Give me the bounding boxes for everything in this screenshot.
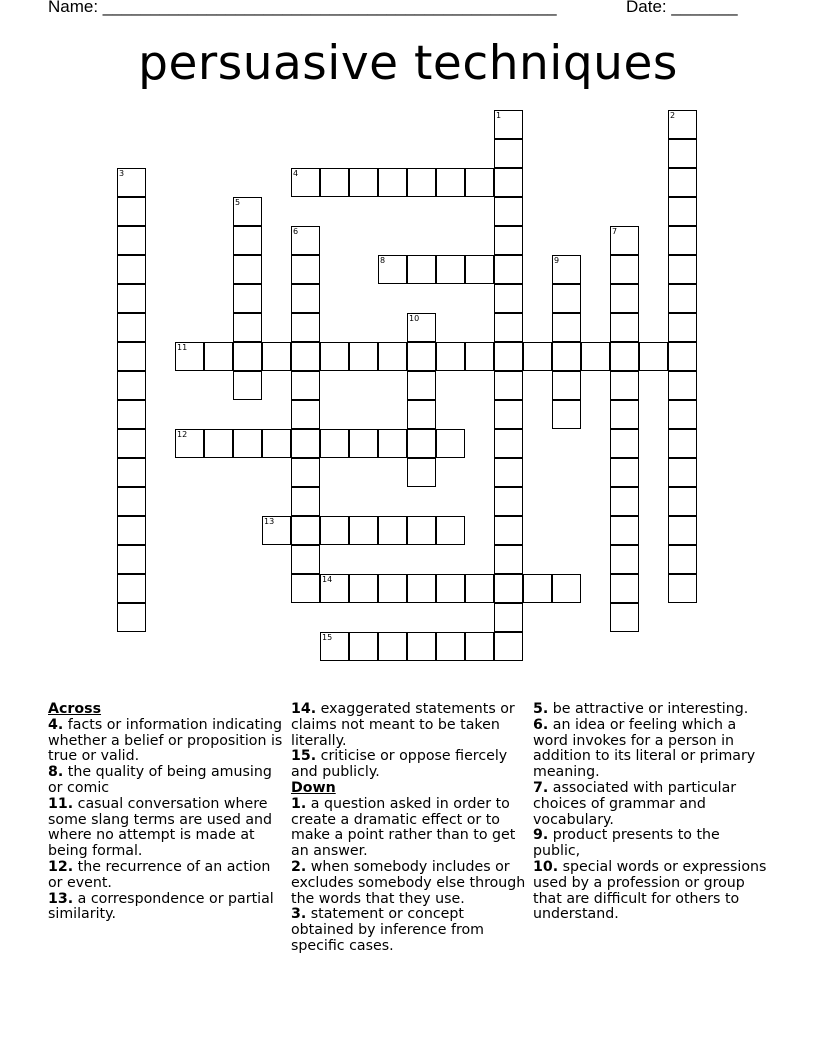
grid-cell[interactable] (320, 516, 349, 545)
grid-cell[interactable] (291, 342, 320, 371)
grid-cell[interactable] (407, 574, 436, 603)
grid-cell[interactable] (494, 371, 523, 400)
clue-down-6: 6. an idea or feeling which a word invokes for a person in addition to its literal or primary meaning. (533, 716, 756, 781)
grid-cell[interactable] (610, 545, 639, 574)
grid-cell[interactable] (610, 429, 639, 458)
grid-cell[interactable] (291, 487, 320, 516)
clues-column-2 (291, 702, 527, 955)
clue-down-5: 5. be attractive or interesting. (533, 701, 749, 717)
clue-number: 14 (322, 575, 333, 584)
grid-cell[interactable] (117, 371, 146, 400)
clue-number: 11 (177, 343, 188, 352)
grid-cell[interactable] (117, 458, 146, 487)
down-heading: Down (291, 779, 336, 796)
grid-cell[interactable] (233, 197, 262, 226)
grid-cell[interactable] (175, 429, 204, 458)
clue-across-13: 13. a correspondence or partial similarity. (48, 890, 274, 923)
grid-cell[interactable] (610, 313, 639, 342)
grid-cell[interactable] (117, 400, 146, 429)
grid-cell[interactable] (552, 400, 581, 429)
grid-cell[interactable] (552, 371, 581, 400)
clue-number: 9 (554, 256, 560, 265)
grid-cell[interactable] (233, 371, 262, 400)
grid-cell[interactable] (552, 284, 581, 313)
grid-cell[interactable] (233, 429, 262, 458)
grid-cell[interactable] (668, 284, 697, 313)
grid-cell[interactable] (668, 487, 697, 516)
grid-cell[interactable] (233, 255, 262, 284)
grid-cell[interactable] (117, 429, 146, 458)
grid-cell[interactable] (291, 284, 320, 313)
grid-cell[interactable] (668, 516, 697, 545)
grid-cell[interactable] (407, 632, 436, 661)
grid-cell[interactable] (610, 603, 639, 632)
clue-down-9: 9. product presents to the public, (533, 827, 720, 860)
grid-cell[interactable] (610, 255, 639, 284)
clue-across-15: 15. criticise or oppose fiercely and publicly. (291, 748, 508, 781)
grid-cell[interactable] (117, 487, 146, 516)
clue-number: 1 (496, 111, 502, 120)
grid-cell[interactable] (407, 255, 436, 284)
grid-cell[interactable] (262, 342, 291, 371)
grid-cell[interactable] (349, 516, 378, 545)
grid-cell[interactable] (233, 342, 262, 371)
grid-cell[interactable] (465, 342, 494, 371)
grid-cell[interactable] (465, 168, 494, 197)
clues-column-1 (48, 702, 284, 923)
clue-across-12: 12. the recurrence of an action or event. (48, 858, 271, 891)
grid-cell[interactable] (552, 574, 581, 603)
puzzle-title: persuasive techniques (138, 36, 678, 91)
grid-cell[interactable] (465, 255, 494, 284)
clue-number: 6 (293, 227, 299, 236)
grid-cell[interactable] (291, 313, 320, 342)
grid-cell[interactable] (610, 371, 639, 400)
name-field: Name: ________________________________________________ (48, 0, 557, 16)
grid-cell[interactable] (523, 574, 552, 603)
grid-cell[interactable] (610, 516, 639, 545)
grid-cell[interactable] (494, 110, 523, 139)
grid-cell[interactable] (436, 342, 465, 371)
grid-cell[interactable] (552, 313, 581, 342)
grid-cell[interactable] (378, 516, 407, 545)
grid-cell[interactable] (378, 574, 407, 603)
grid-cell[interactable] (291, 458, 320, 487)
grid-cell[interactable] (494, 255, 523, 284)
grid-cell[interactable] (494, 226, 523, 255)
grid-cell[interactable] (494, 429, 523, 458)
grid-cell[interactable] (407, 516, 436, 545)
grid-cell[interactable] (494, 139, 523, 168)
grid-cell[interactable] (494, 516, 523, 545)
grid-cell[interactable] (668, 429, 697, 458)
grid-cell[interactable] (610, 342, 639, 371)
clue-number: 7 (612, 227, 618, 236)
grid-cell[interactable] (117, 574, 146, 603)
clue-number: 4 (293, 169, 299, 178)
grid-cell[interactable] (494, 574, 523, 603)
grid-cell[interactable] (668, 197, 697, 226)
grid-cell[interactable] (117, 516, 146, 545)
grid-cell[interactable] (494, 545, 523, 574)
grid-cell[interactable] (494, 458, 523, 487)
grid-cell[interactable] (436, 516, 465, 545)
grid-cell[interactable] (668, 545, 697, 574)
grid-cell[interactable] (320, 574, 349, 603)
grid-cell[interactable] (407, 429, 436, 458)
grid-cell[interactable] (117, 603, 146, 632)
clue-down-1: 1. a question asked in order to create a dramatic effect or to make a point rather than to get an answer. (291, 795, 516, 860)
grid-cell[interactable] (262, 429, 291, 458)
grid-cell[interactable] (291, 371, 320, 400)
grid-cell[interactable] (436, 168, 465, 197)
grid-cell[interactable] (436, 429, 465, 458)
grid-cell[interactable] (117, 255, 146, 284)
grid-cell[interactable] (175, 342, 204, 371)
grid-cell[interactable] (610, 487, 639, 516)
grid-cell[interactable] (407, 458, 436, 487)
grid-cell[interactable] (668, 574, 697, 603)
grid-cell[interactable] (117, 197, 146, 226)
clue-number: 15 (322, 633, 333, 642)
grid-cell[interactable] (610, 226, 639, 255)
grid-cell[interactable] (349, 168, 378, 197)
date-field: Date: _______ (626, 0, 738, 16)
grid-cell[interactable] (378, 168, 407, 197)
grid-cell[interactable] (320, 342, 349, 371)
grid-cell[interactable] (320, 168, 349, 197)
grid-cell[interactable] (494, 342, 523, 371)
grid-cell[interactable] (581, 342, 610, 371)
grid-cell[interactable] (233, 284, 262, 313)
grid-cell[interactable] (407, 313, 436, 342)
grid-cell[interactable] (436, 574, 465, 603)
clue-down-10: 10. special words or expressions used by a profession or group that are difficult for others to understand. (533, 858, 767, 923)
grid-cell[interactable] (349, 574, 378, 603)
grid-cell[interactable] (668, 110, 697, 139)
grid-cell[interactable] (610, 458, 639, 487)
grid-cell[interactable] (291, 168, 320, 197)
clue-number: 8 (380, 256, 386, 265)
grid-cell[interactable] (668, 255, 697, 284)
grid-cell[interactable] (668, 168, 697, 197)
grid-cell[interactable] (291, 516, 320, 545)
grid-cell[interactable] (494, 284, 523, 313)
clue-down-3: 3. statement or concept obtained by inference from specific cases. (291, 906, 484, 954)
grid-cell[interactable] (320, 429, 349, 458)
grid-cell[interactable] (117, 226, 146, 255)
grid-cell[interactable] (117, 284, 146, 313)
grid-cell[interactable] (349, 429, 378, 458)
grid-cell[interactable] (117, 545, 146, 574)
grid-cell[interactable] (117, 342, 146, 371)
clue-across-11: 11. casual conversation where some slang terms are used and where no attempt is made at being formal. (48, 795, 273, 860)
grid-cell[interactable] (668, 458, 697, 487)
clue-number: 2 (670, 111, 676, 120)
grid-cell[interactable] (436, 255, 465, 284)
grid-cell[interactable] (494, 168, 523, 197)
grid-cell[interactable] (291, 574, 320, 603)
grid-cell[interactable] (291, 255, 320, 284)
clue-across-4: 4. facts or information indicating whether a belief or proposition is true or valid. (48, 716, 283, 765)
grid-cell[interactable] (668, 400, 697, 429)
grid-cell[interactable] (494, 603, 523, 632)
clues-column-3 (533, 702, 769, 923)
grid-cell[interactable] (407, 168, 436, 197)
grid-cell[interactable] (668, 313, 697, 342)
grid-cell[interactable] (407, 371, 436, 400)
grid-cell[interactable] (117, 313, 146, 342)
grid-cell[interactable] (668, 342, 697, 371)
grid-cell[interactable] (552, 342, 581, 371)
grid-cell[interactable] (639, 342, 668, 371)
grid-cell[interactable] (233, 226, 262, 255)
grid-cell[interactable] (291, 226, 320, 255)
grid-cell[interactable] (204, 342, 233, 371)
grid-cell[interactable] (378, 342, 407, 371)
clue-across-14: 14. exaggerated statements or claims not meant to be taken literally. (291, 701, 515, 749)
grid-cell[interactable] (465, 632, 494, 661)
across-heading: Across (48, 701, 102, 717)
grid-cell[interactable] (349, 632, 378, 661)
grid-cell[interactable] (494, 400, 523, 429)
clue-number: 12 (177, 430, 188, 439)
clue-down-7: 7. associated with particular choices of grammar and vocabulary. (533, 779, 737, 828)
grid-cell[interactable] (494, 313, 523, 342)
clue-number: 10 (409, 314, 420, 323)
clue-number: 13 (264, 517, 275, 526)
grid-cell[interactable] (668, 226, 697, 255)
grid-cell[interactable] (610, 284, 639, 313)
grid-cell[interactable] (407, 400, 436, 429)
grid-cell[interactable] (668, 139, 697, 168)
clue-number: 3 (119, 169, 125, 178)
grid-cell[interactable] (378, 632, 407, 661)
grid-cell[interactable] (117, 168, 146, 197)
grid-cell[interactable] (610, 400, 639, 429)
grid-cell[interactable] (668, 371, 697, 400)
clue-down-2: 2. when somebody includes or excludes somebody else through the words that they use. (291, 858, 526, 907)
grid-cell[interactable] (291, 429, 320, 458)
grid-cell[interactable] (610, 574, 639, 603)
grid-cell[interactable] (494, 487, 523, 516)
grid-cell[interactable] (436, 632, 465, 661)
grid-cell[interactable] (378, 255, 407, 284)
grid-cell[interactable] (291, 545, 320, 574)
grid-cell[interactable] (349, 342, 378, 371)
grid-cell[interactable] (494, 197, 523, 226)
clue-across-8: 8. the quality of being amusing or comic (48, 764, 272, 796)
grid-cell[interactable] (552, 255, 581, 284)
grid-cell[interactable] (523, 342, 552, 371)
grid-cell[interactable] (320, 632, 349, 661)
grid-cell[interactable] (494, 632, 523, 661)
clue-number: 5 (235, 198, 241, 207)
grid-cell[interactable] (262, 516, 291, 545)
grid-cell[interactable] (378, 429, 407, 458)
grid-cell[interactable] (407, 342, 436, 371)
grid-cell[interactable] (204, 429, 233, 458)
grid-cell[interactable] (233, 313, 262, 342)
grid-cell[interactable] (465, 574, 494, 603)
grid-cell[interactable] (291, 400, 320, 429)
